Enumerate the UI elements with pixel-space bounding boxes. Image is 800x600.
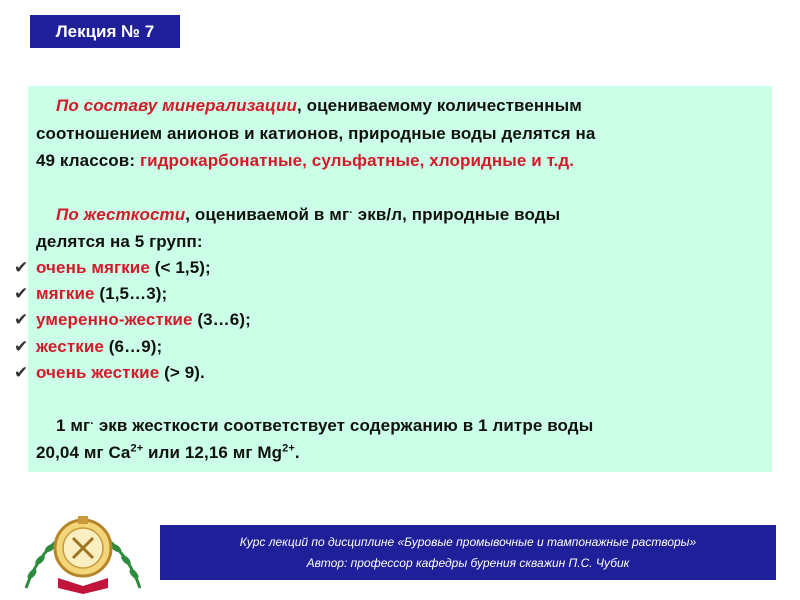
p1-line3 xyxy=(36,151,574,171)
p1-classes: гидрокарбонатные, сульфатные, хлоридные и т.д. xyxy=(139,151,575,170)
group-item xyxy=(14,337,163,357)
p3-line1 xyxy=(56,416,593,436)
p1-line2: соотношением анионов и катионов, природные воды делятся на xyxy=(36,124,596,143)
group-name: мягкие xyxy=(36,284,95,303)
p3-line2 xyxy=(36,443,300,463)
group-range: (3…6); xyxy=(192,310,251,329)
lecture-title-badge xyxy=(30,15,180,48)
ca-charge: 2+ xyxy=(130,442,144,455)
group-item xyxy=(14,363,205,383)
university-logo xyxy=(18,508,148,596)
group-range: (1,5…3); xyxy=(94,284,168,303)
group-name: умеренно-жесткие xyxy=(36,310,193,329)
group-range: (> 9). xyxy=(159,363,205,382)
p3-text-a: 1 мг xyxy=(56,416,91,435)
p3-dot: · xyxy=(90,418,94,430)
p2-term: По жесткости xyxy=(56,205,186,224)
group-range: (< 1,5); xyxy=(149,258,211,277)
p2-line1 xyxy=(56,205,560,225)
group-name: очень жесткие xyxy=(36,363,160,382)
group-name: очень мягкие xyxy=(36,258,150,277)
footer-author: Автор: профессор кафедры бурения скважин П.С. Чубик xyxy=(306,556,630,570)
p1-term: По составу минерализации xyxy=(56,96,297,115)
group-item xyxy=(14,258,211,278)
check-icon: ✔ xyxy=(14,284,29,303)
footer-banner xyxy=(160,525,776,580)
ribbon-shape xyxy=(58,578,108,594)
group-range: (6…9); xyxy=(103,337,163,356)
group-item xyxy=(14,310,251,330)
check-icon: ✔ xyxy=(14,363,29,382)
check-icon: ✔ xyxy=(14,337,29,356)
p1-classes-prefix: 49 классов: xyxy=(36,151,140,170)
p1-text: , оцениваемому количественным xyxy=(296,96,582,115)
check-icon: ✔ xyxy=(14,310,29,329)
lecture-title: Лекция № 7 xyxy=(55,21,155,41)
p3-end: . xyxy=(294,443,300,462)
p2-text-a: , оцениваемой в мг xyxy=(185,205,350,224)
p3-text-b: экв жесткости соответствует содержанию в 1 литре воды xyxy=(94,416,594,435)
group-item xyxy=(14,284,168,304)
crown-shape xyxy=(78,516,88,524)
p2-text-b: экв/л, природные воды xyxy=(352,205,561,224)
mg-charge: 2+ xyxy=(282,442,295,455)
p1-line1 xyxy=(56,96,582,116)
check-icon: ✔ xyxy=(14,258,29,277)
p3-mg: или 12,16 мг Mg xyxy=(143,443,283,462)
footer-course: Курс лекций по дисциплине «Буровые промывочные и тампонажные растворы» xyxy=(239,535,697,549)
content-box xyxy=(14,86,772,472)
p2-dot: · xyxy=(349,207,353,219)
p2-line2: делятся на 5 групп: xyxy=(36,232,203,251)
group-name: жесткие xyxy=(36,337,104,356)
p3-ca: 20,04 мг Ca xyxy=(36,443,131,462)
